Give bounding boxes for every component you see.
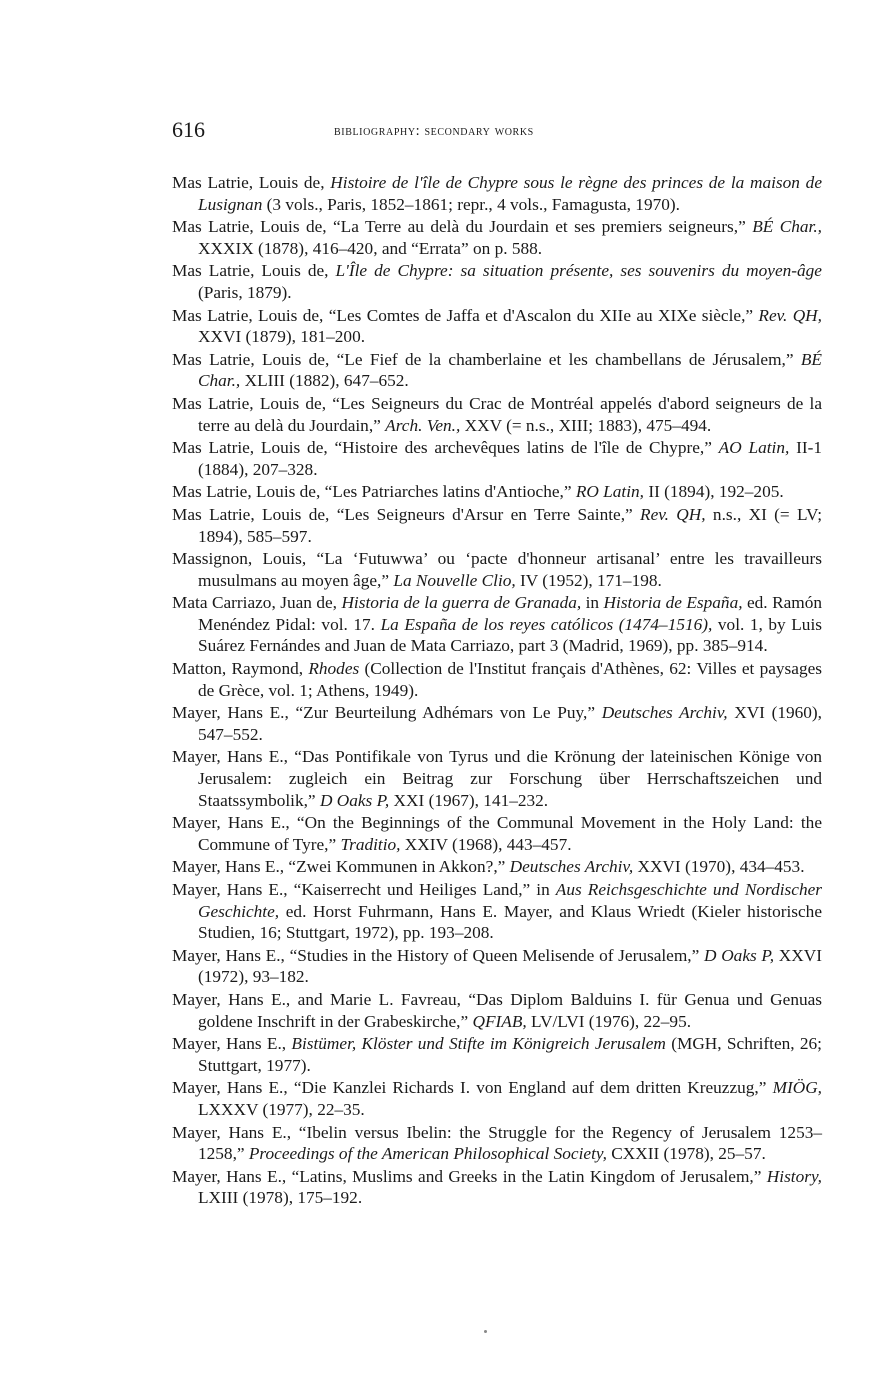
entry-text: (3 vols., Paris, 1852–1861; repr., 4 vols., Famagusta, 1970). bbox=[262, 194, 680, 214]
entry-text: XXVI (1972), 93–182. bbox=[198, 945, 823, 987]
entry-title-italic: D Oaks P, bbox=[704, 945, 775, 965]
entry-text: LXIII (1978), 175–192. bbox=[198, 1188, 363, 1208]
entry-text: in bbox=[581, 593, 604, 613]
entry-text: Mayer, Hans E., “Kaiserrecht und Heiliges Land,” in bbox=[172, 880, 556, 899]
entry-title-italic: La España de los reyes católicos (1474–1516), bbox=[380, 614, 713, 634]
entry-title-italic: L'Île de Chypre: sa situation présente, ses souvenirs du moyen-âge bbox=[335, 261, 822, 281]
entry-text: Mas Latrie, Louis de, “Le Fief de la chamberlaine et les chambellans de Jérusalem,” bbox=[172, 349, 801, 369]
bibliography-entry bbox=[172, 658, 822, 701]
entry-text: Mayer, Hans E., “Zur Beurteilung Adhémars von Le Puy,” bbox=[172, 703, 602, 723]
entry-text: XXV (= n.s., XIII; 1883), 475–494. bbox=[460, 415, 712, 435]
entry-text: Mayer, Hans E., “Die Kanzlei Richards I. von England auf dem dritten Kreuzzug,” bbox=[172, 1078, 773, 1098]
bibliography-entry bbox=[172, 1166, 822, 1209]
entry-text: Mayer, Hans E., “Ibelin versus Ibelin: the Struggle for the Regency of Jerusalem 1253–1258,” bbox=[172, 1122, 822, 1164]
bibliography-entry bbox=[172, 989, 822, 1032]
entry-text: (Collection de l'Institut français d'Athènes, 62: Villes et paysages de Grèce, vol. 1; Athens, 1949). bbox=[198, 659, 822, 700]
entry-text: Mayer, Hans E., “Latins, Muslims and Greeks in the Latin Kingdom of Jerusalem,” bbox=[172, 1166, 767, 1186]
bibliography-entry bbox=[172, 504, 822, 547]
page-number: 616 bbox=[172, 117, 205, 142]
entry-title-italic: History, bbox=[766, 1166, 822, 1186]
entry-title-italic: Rev. QH, bbox=[758, 305, 822, 325]
bibliography-entry bbox=[172, 702, 822, 745]
entry-text: Matton, Raymond, bbox=[172, 659, 309, 679]
entry-title-italic: Histoire de l'île de Chypre sous le règne des princes de la maison de Lusignan bbox=[198, 173, 822, 214]
entry-text: LV/LVI (1976), 22–95. bbox=[526, 1011, 692, 1031]
entry-text: Mayer, Hans E., “Studies in the History of Queen Melisende of Jerusalem,” bbox=[172, 945, 704, 965]
bibliography-entry bbox=[172, 216, 822, 259]
entry-text: Mas Latrie, Louis de, “La Terre au delà du Jourdain et ses premiers seigneurs,” bbox=[172, 217, 753, 237]
entry-text: XLIII (1882), 647–652. bbox=[240, 371, 409, 391]
entry-title-italic: Rhodes bbox=[308, 659, 360, 679]
entry-text: Mas Latrie, Louis de, “Les Comtes de Jaffa et d'Ascalon du XIIe au XIXe siècle,” bbox=[172, 305, 759, 325]
entry-title-italic: BÉ Char., bbox=[752, 217, 822, 237]
entry-text: XVI (1960), 547–552. bbox=[198, 703, 823, 744]
bibliography-entry bbox=[172, 481, 822, 503]
bibliography-entry bbox=[172, 945, 822, 988]
bibliography-entry bbox=[172, 856, 822, 878]
entry-text: Mas Latrie, Louis de, “Les Patriarches latins d'Antioche,” bbox=[172, 482, 576, 502]
entry-title-italic: AO Latin, bbox=[718, 438, 790, 458]
entry-text: CXXII (1978), 25–57. bbox=[606, 1144, 766, 1164]
bibliography-entry bbox=[172, 1077, 822, 1120]
entry-text: Mas Latrie, Louis de, bbox=[172, 261, 336, 281]
entry-text: ed. Horst Fuhrmann, Hans E. Mayer, and Klaus Wriedt (Kieler historische Studien, 16; Stuttgart, 1972), pp. 193–208. bbox=[198, 901, 822, 943]
entry-text: Mas Latrie, Louis de, bbox=[172, 173, 331, 192]
entry-text: II (1894), 192–205. bbox=[644, 482, 784, 502]
ink-speck bbox=[484, 1330, 487, 1333]
entry-text: vol. 1, by Luis Suárez Fernándes and Juan de Mata Carriazo, part 3 (Madrid, 1969), pp. 385–914. bbox=[198, 614, 822, 656]
bibliography-entry bbox=[172, 592, 822, 657]
entry-title-italic: La Nouvelle Clio, bbox=[393, 570, 516, 590]
entry-title-italic: Aus Reichsgeschichte und Nordischer Geschichte, bbox=[198, 880, 822, 921]
entry-text: Massignon, Louis, “La ‘Futuwwa’ ou ‘pacte d'honneur artisanal’ entre les travailleurs musulmans au moyen âge,” bbox=[172, 549, 822, 590]
entry-title-italic: Historia de España, bbox=[603, 593, 743, 613]
entry-title-italic: MIÖG, bbox=[772, 1078, 822, 1098]
entry-text: Mayer, Hans E., “Das Pontifikale von Tyrus und die Krönung der lateinischen Könige von Jerusalem: zugleich ein Beitrag zur Forschung über Herrschaftszeichen und Staatssymbolik,” bbox=[172, 747, 822, 810]
bibliography-entry bbox=[172, 172, 822, 215]
entry-text: (Paris, 1879). bbox=[198, 282, 292, 302]
bibliography-entry bbox=[172, 349, 822, 392]
entry-text: Mas Latrie, Louis de, “Les Seigneurs d'Arsur en Terre Sainte,” bbox=[172, 504, 641, 524]
entry-text: IV (1952), 171–198. bbox=[515, 570, 662, 590]
entry-title-italic: Deutsches Archiv, bbox=[601, 703, 728, 723]
entry-title-italic: D Oaks P, bbox=[319, 790, 390, 810]
entry-text: LXXXV (1977), 22–35. bbox=[198, 1099, 365, 1119]
entry-text: XXXIX (1878), 416–420, and “Errata” on p. 588. bbox=[198, 238, 543, 258]
bibliography-entry bbox=[172, 812, 822, 855]
entry-title-italic: BÉ Char., bbox=[198, 349, 822, 391]
entry-text: Mayer, Hans E., “Zwei Kommunen in Akkon?,” bbox=[172, 857, 510, 877]
entry-text: Mayer, Hans E., and Marie L. Favreau, “Das Diplom Balduins I. für Genua und Genuas goldene Inschrift in der Grabeskirche,” bbox=[172, 989, 822, 1031]
entry-title-italic: Proceedings of the American Philosophical Society, bbox=[248, 1144, 607, 1164]
entry-title-italic: Arch. Ven., bbox=[385, 415, 461, 435]
entry-text: ed. Ramón Menéndez Pidal: vol. 17. bbox=[198, 593, 822, 634]
entry-text: n.s., XI (= LV; 1894), 585–597. bbox=[198, 504, 822, 546]
bibliography-entry bbox=[172, 548, 822, 591]
bibliography-list bbox=[172, 172, 822, 1210]
bibliography-entry bbox=[172, 1033, 822, 1076]
entry-text: Mas Latrie, Louis de, “Les Seigneurs du Crac de Montréal appelés d'abord seigneurs de la terre au delà du Jourdain,” bbox=[172, 393, 822, 435]
entry-title-italic: Deutsches Archiv, bbox=[509, 857, 634, 877]
running-head: bibliography: secondary works bbox=[334, 123, 534, 139]
bibliography-entry bbox=[172, 305, 822, 348]
entry-text: XXVI (1879), 181–200. bbox=[198, 327, 366, 347]
entry-text: Mayer, Hans E., bbox=[172, 1034, 292, 1054]
bibliography-entry bbox=[172, 437, 822, 480]
entry-text: Mayer, Hans E., “On the Beginnings of the Communal Movement in the Holy Land: the Commune of Tyre,” bbox=[172, 813, 822, 854]
bibliography-entry bbox=[172, 746, 822, 811]
bibliography-entry bbox=[172, 879, 822, 944]
entry-title-italic: Bistümer, Klöster und Stifte im Königreich Jerusalem bbox=[291, 1034, 666, 1054]
bibliography-entry bbox=[172, 393, 822, 436]
entry-text: II-1 (1884), 207–328. bbox=[198, 438, 823, 479]
bibliography-entry bbox=[172, 1122, 822, 1165]
entry-title-italic: Historia de la guerra de Granada, bbox=[341, 593, 582, 613]
entry-text: (MGH, Schriften, 26; Stuttgart, 1977). bbox=[198, 1034, 822, 1075]
entry-text: Mas Latrie, Louis de, “Histoire des archevêques latins de l'île de Chypre,” bbox=[172, 438, 719, 458]
entry-text: XXIV (1968), 443–457. bbox=[400, 834, 572, 854]
entry-title-italic: RO Latin, bbox=[575, 482, 644, 502]
entry-title-italic: QFIAB, bbox=[472, 1011, 527, 1031]
entry-text: Mata Carriazo, Juan de, bbox=[172, 593, 342, 613]
entry-title-italic: Rev. QH, bbox=[640, 504, 706, 524]
entry-text: XXI (1967), 141–232. bbox=[389, 790, 549, 810]
bibliography-entry bbox=[172, 260, 822, 303]
entry-title-italic: Traditio, bbox=[340, 834, 401, 854]
entry-text: XXVI (1970), 434–453. bbox=[633, 857, 805, 877]
